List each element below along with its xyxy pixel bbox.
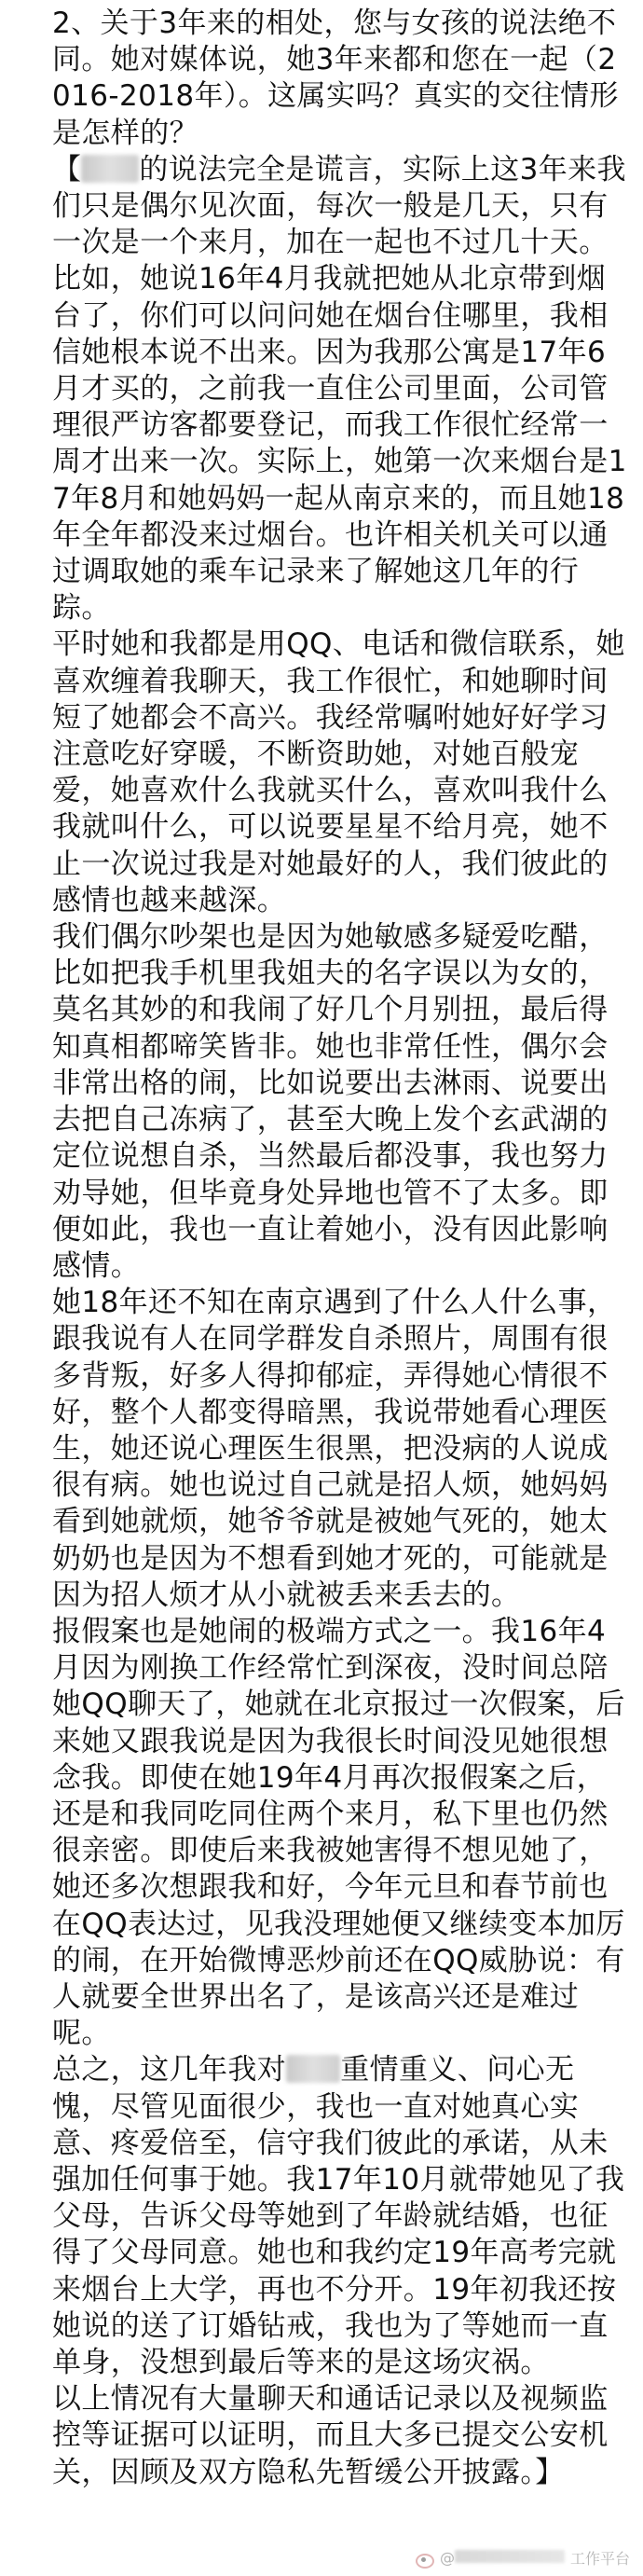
answer-paragraph-2: 平时她和我都是用QQ、电话和微信联系，她喜欢缠着我聊天，我工作很忙，和她聊时间短了她都会不高兴。我经常嘱咐她好好学习注意吃好穿暖，不断资助她，对她百般宠爱，她喜欢什么我就买什么，喜欢叫我什么我就叫什么，可以说要星星不给月亮，她不止一次说过我是对她最好的人，我们彼此的感情也越来越深。 xyxy=(52,627,625,917)
answer-paragraph-5: 报假案也是她闹的极端方式之一。我16年4月因为刚换工作经常忙到深夜，没时间总陪她QQ聊天了，她就在北京报过一次假案，后来她又跟我说是因为我很长时间没见她很想念我。即使在她19年4月再次报假案之后，还是和我同吃同住两个来月，私下里也仍然很亲密。即使后来我被她害得不想见她了，她还多次想跟我和好，今年元旦和春节前也在QQ表达过，见我没理她便又继续变本加厉的闹，在开始微博恶炒前还在QQ威胁说：有人就要全世界出名了，是该高兴还是难过呢。 xyxy=(52,1614,625,2051)
question-paragraph: 2、关于3年来的相处，您与女孩的说法绝不同。她对媒体说，她3年来都和您在一起（2016-2018年）。这属实吗？真实的交往情形是怎样的？ xyxy=(52,7,619,150)
redacted-name xyxy=(81,155,139,183)
answer-paragraph-6-text: 重情重义、问心无愧，尽管见面很少，我也一直对她真心实意、疼爱倍至，信守我们彼此的承诺，从未强加任何事于她。我17年10月就带她见了我父母，告诉父母等她到了年龄就结婚，也征得了父母同意。她也和我约定19年高考完就来烟台上大学，再也不分开。19年初我还按她说的送了订婚钻戒，我也为了等她而一直单身，没想到最后等来的是这场灾祸。 xyxy=(52,2053,625,2379)
article-body xyxy=(52,6,630,2491)
answer-paragraph-6-start: 总之，这几年我对 xyxy=(52,2053,287,2087)
watermark-handle: @ xyxy=(440,2549,565,2567)
answer-paragraph-1 xyxy=(52,152,630,627)
open-bracket: 【 xyxy=(52,152,82,186)
redacted-handle xyxy=(455,2550,565,2563)
answer-paragraph-4: 她18年还不知在南京遇到了什么人什么事，跟我说有人在同学群发自杀照片，周围有很多背叛，好多人得抑郁症，弄得她心情很不好，整个人都变得暗黑，我说带她看心理医生，她还说心理医生很黑，把没病的人说成很有病。她也说过自己就是招人烦，她妈妈看到她就烦，她爷爷就是被她气死的，她太奶奶也是因为不想看到她才死的，可能就是因为招人烦才从小就被丢来丢去的。 xyxy=(52,1286,617,1612)
answer-paragraph-1-text: 的说法完全是谎言，实际上这3年来我们只是偶尔见次面，每次一般是几天，只有一次是一个来月，加在一起也不过几十天。比如，她说16年4月我就把她从北京带到烟台了，你们可以问问她在烟台住哪里，我相信她根本说不出来。因为我那公寓是17年6月才买的，之前我一直住公司里面，公司管理很严访客都要登记，而我工作很忙经常一周才出来一次。实际上，她第一次来烟台是17年8月和她妈妈一起从南京来的，而且她18年全年都没来过烟台。也许相关机关可以通过调取她的乘车记录来了解她这几年的行踪。 xyxy=(52,152,627,626)
weibo-logo-icon xyxy=(414,2550,434,2567)
answer-paragraph-7: 以上情况有大量聊天和通话记录以及视频监控等证据可以证明，而且大多已提交公安机关，因顾及双方隐私先暂缓公开披露。】 xyxy=(52,2382,609,2489)
answer-paragraph-6 xyxy=(52,2052,630,2381)
redacted-name-2 xyxy=(286,2055,340,2083)
answer-paragraph-3: 我们偶尔吵架也是因为她敏感多疑爱吃醋，比如把我手机里我姐夫的名字误以为女的，莫名其妙的和我闹了好几个月别扭，最后得知真相都啼笑皆非。她也非常任性，偶尔会非常出格的闹，比如说要出去淋雨、说要出去把自己冻病了，甚至大晚上发个玄武湖的定位说想自杀，当然最后都没事，我也努力劝导她，但毕竟身处异地也管不了太多。即便如此，我也一直让着她小，没有因此影响感情。 xyxy=(52,920,609,1283)
watermark xyxy=(414,2547,630,2569)
watermark-text: 工作平台 xyxy=(569,2550,630,2568)
